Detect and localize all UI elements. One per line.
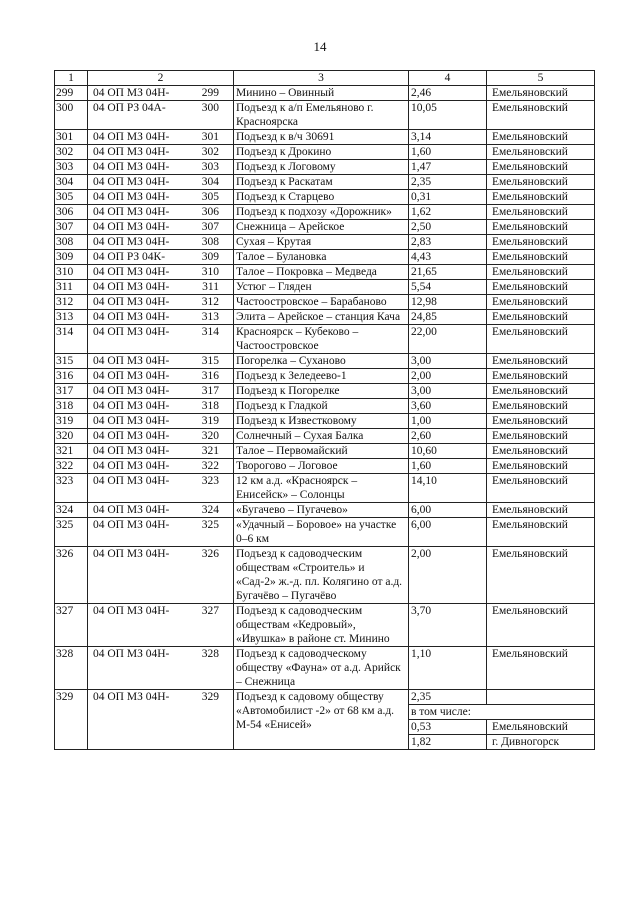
road-code <box>88 604 234 647</box>
road-name: Красноярск – Кубеково – Частоостровское <box>234 325 409 354</box>
road-region: Емельяновский <box>487 384 595 399</box>
row-number: 304 <box>55 175 88 190</box>
road-code-number: 316 <box>201 370 219 382</box>
header-cell: 5 <box>487 71 595 86</box>
road-region: Емельяновский <box>487 399 595 414</box>
road-code-number: 313 <box>201 311 219 323</box>
table-row <box>55 690 595 705</box>
table-row <box>55 310 595 325</box>
row-number: 322 <box>55 459 88 474</box>
road-region: Емельяновский <box>487 175 595 190</box>
road-length: 1,60 <box>409 459 487 474</box>
road-code <box>88 429 234 444</box>
road-code-number: 322 <box>201 460 219 472</box>
road-name: Подъезд к Гладкой <box>234 399 409 414</box>
road-length: 2,35 <box>409 690 487 705</box>
road-region: Емельяновский <box>487 414 595 429</box>
table-row <box>55 547 595 604</box>
road-name: Творогово – Логовое <box>234 459 409 474</box>
road-region: г. Дивногорск <box>487 735 595 750</box>
road-code-prefix: 04 ОП МЗ 04Н- <box>93 131 170 143</box>
road-code <box>88 220 234 235</box>
road-code-prefix: 04 ОП МЗ 04Н- <box>93 236 170 248</box>
table-row <box>55 101 595 130</box>
road-region: Емельяновский <box>487 518 595 547</box>
road-code-prefix: 04 ОП МЗ 04Н- <box>93 266 170 278</box>
road-code-number: 320 <box>201 430 219 442</box>
road-code-prefix: 04 ОП МЗ 04Н- <box>93 445 170 457</box>
road-region: Емельяновский <box>487 354 595 369</box>
road-code <box>88 205 234 220</box>
table-row <box>55 647 595 690</box>
road-length: 5,54 <box>409 280 487 295</box>
road-code-number: 304 <box>201 176 219 188</box>
road-code <box>88 101 234 130</box>
road-name: Подъезд к садоводческим обществам «Строитель» и «Сад-2» ж.-д. пл. Колягино от а.д. Бугачёво – Пугачёво <box>234 547 409 604</box>
road-name: 12 км а.д. «Красноярск – Енисейск» – Солонцы <box>234 474 409 503</box>
road-region: Емельяновский <box>487 145 595 160</box>
road-length: 12,98 <box>409 295 487 310</box>
table-row <box>55 369 595 384</box>
road-length: 14,10 <box>409 474 487 503</box>
road-region: Емельяновский <box>487 250 595 265</box>
road-code-number: 303 <box>201 161 219 173</box>
road-code-number: 329 <box>201 691 219 703</box>
table-row <box>55 399 595 414</box>
road-length: 2,35 <box>409 175 487 190</box>
road-name: Элита – Арейское – станция Кача <box>234 310 409 325</box>
road-code-number: 300 <box>201 102 219 114</box>
road-code-number: 308 <box>201 236 219 248</box>
table-row <box>55 265 595 280</box>
road-code-prefix: 04 ОП МЗ 04Н- <box>93 605 170 617</box>
road-code-number: 305 <box>201 191 219 203</box>
road-code <box>88 503 234 518</box>
row-number: 316 <box>55 369 88 384</box>
road-length: 1,00 <box>409 414 487 429</box>
table-row <box>55 220 595 235</box>
road-region: Емельяновский <box>487 160 595 175</box>
row-number: 305 <box>55 190 88 205</box>
road-code-prefix: 04 ОП МЗ 04Н- <box>93 146 170 158</box>
table-row <box>55 145 595 160</box>
road-code-prefix: 04 ОП МЗ 04Н- <box>93 191 170 203</box>
road-code-number: 314 <box>201 326 219 338</box>
road-code-prefix: 04 ОП МЗ 04Н- <box>93 161 170 173</box>
road-name: Подъезд к Логовому <box>234 160 409 175</box>
road-code <box>88 160 234 175</box>
road-code-prefix: 04 ОП МЗ 04Н- <box>93 206 170 218</box>
table-row <box>55 205 595 220</box>
table-row <box>55 86 595 101</box>
road-code-prefix: 04 ОП МЗ 04Н- <box>93 504 170 516</box>
road-code <box>88 235 234 250</box>
road-code <box>88 444 234 459</box>
road-code <box>88 250 234 265</box>
road-length: 2,83 <box>409 235 487 250</box>
road-region: Емельяновский <box>487 190 595 205</box>
row-number: 325 <box>55 518 88 547</box>
road-region: Емельяновский <box>487 130 595 145</box>
road-length: 2,00 <box>409 369 487 384</box>
table-row <box>55 384 595 399</box>
road-code-number: 324 <box>201 504 219 516</box>
road-length: 2,46 <box>409 86 487 101</box>
road-length: 21,65 <box>409 265 487 280</box>
road-length: 0,53 <box>409 720 487 735</box>
road-code-prefix: 04 ОП МЗ 04Н- <box>93 475 170 487</box>
table-row <box>55 414 595 429</box>
road-length: 22,00 <box>409 325 487 354</box>
road-code <box>88 280 234 295</box>
road-code <box>88 295 234 310</box>
row-number: 329 <box>55 690 88 750</box>
table-row <box>55 429 595 444</box>
row-number: 319 <box>55 414 88 429</box>
road-code-prefix: 04 ОП РЗ 04А- <box>93 102 166 114</box>
road-code-prefix: 04 ОП РЗ 04К- <box>93 251 166 263</box>
road-name: Подъезд к садоводческому обществу «Фауна» от а.д. Арийск – Снежница <box>234 647 409 690</box>
road-region: Емельяновский <box>487 369 595 384</box>
road-length: 6,00 <box>409 503 487 518</box>
road-region: Емельяновский <box>487 325 595 354</box>
road-code-number: 326 <box>201 548 219 560</box>
road-code <box>88 175 234 190</box>
road-code <box>88 474 234 503</box>
row-number: 320 <box>55 429 88 444</box>
row-number: 312 <box>55 295 88 310</box>
table-row <box>55 130 595 145</box>
header-cell: 4 <box>409 71 487 86</box>
road-length: 1,47 <box>409 160 487 175</box>
table-row <box>55 459 595 474</box>
road-code <box>88 190 234 205</box>
road-name: Подъезд к Раскатам <box>234 175 409 190</box>
table-row <box>55 190 595 205</box>
road-code-prefix: 04 ОП МЗ 04Н- <box>93 385 170 397</box>
road-length: 1,82 <box>409 735 487 750</box>
road-region: Емельяновский <box>487 220 595 235</box>
road-code <box>88 647 234 690</box>
road-region: Емельяновский <box>487 86 595 101</box>
road-code-prefix: 04 ОП МЗ 04Н- <box>93 221 170 233</box>
row-number: 308 <box>55 235 88 250</box>
road-code-number: 302 <box>201 146 219 158</box>
table-row <box>55 444 595 459</box>
road-name: Подъезд к подхозу «Дорожник» <box>234 205 409 220</box>
road-name: Снежница – Арейское <box>234 220 409 235</box>
road-code <box>88 86 234 101</box>
road-code-number: 310 <box>201 266 219 278</box>
road-code-prefix: 04 ОП МЗ 04Н- <box>93 548 170 560</box>
header-cell: 3 <box>234 71 409 86</box>
road-region: Емельяновский <box>487 474 595 503</box>
road-code-prefix: 04 ОП МЗ 04Н- <box>93 355 170 367</box>
subtotal-label: в том числе: <box>409 705 595 720</box>
road-code-prefix: 04 ОП МЗ 04Н- <box>93 519 170 531</box>
row-number: 323 <box>55 474 88 503</box>
road-code <box>88 310 234 325</box>
road-length: 3,00 <box>409 354 487 369</box>
road-code-number: 318 <box>201 400 219 412</box>
road-region: Емельяновский <box>487 280 595 295</box>
header-cell: 1 <box>55 71 88 86</box>
road-code-prefix: 04 ОП МЗ 04Н- <box>93 460 170 472</box>
road-code <box>88 325 234 354</box>
road-code-number: 312 <box>201 296 219 308</box>
road-name: «Удачный – Боровое» на участке 0–6 км <box>234 518 409 547</box>
road-name: Устюг – Гляден <box>234 280 409 295</box>
road-name: Минино – Овинный <box>234 86 409 101</box>
road-code-number: 327 <box>201 605 219 617</box>
road-code-prefix: 04 ОП МЗ 04Н- <box>93 311 170 323</box>
row-number: 307 <box>55 220 88 235</box>
row-number: 315 <box>55 354 88 369</box>
road-region: Емельяновский <box>487 295 595 310</box>
road-code <box>88 399 234 414</box>
road-name: Сухая – Крутая <box>234 235 409 250</box>
road-code-number: 299 <box>201 87 219 99</box>
road-code-number: 307 <box>201 221 219 233</box>
row-number: 317 <box>55 384 88 399</box>
table-row <box>55 235 595 250</box>
road-name: Подъезд к а/п Емельяново г. Красноярска <box>234 101 409 130</box>
road-code-number: 311 <box>202 281 219 293</box>
road-code <box>88 414 234 429</box>
table-row <box>55 250 595 265</box>
road-code <box>88 265 234 280</box>
road-code <box>88 369 234 384</box>
road-region: Емельяновский <box>487 429 595 444</box>
road-code <box>88 145 234 160</box>
road-code-prefix: 04 ОП МЗ 04Н- <box>93 415 170 427</box>
road-code <box>88 690 234 750</box>
road-code-prefix: 04 ОП МЗ 04Н- <box>93 691 170 703</box>
road-code-prefix: 04 ОП МЗ 04Н- <box>93 281 170 293</box>
road-region: Емельяновский <box>487 235 595 250</box>
road-name: Частоостровское – Барабаново <box>234 295 409 310</box>
road-code <box>88 130 234 145</box>
row-number: 313 <box>55 310 88 325</box>
row-number: 327 <box>55 604 88 647</box>
road-length: 10,05 <box>409 101 487 130</box>
road-code-prefix: 04 ОП МЗ 04Н- <box>93 400 170 412</box>
road-length: 4,43 <box>409 250 487 265</box>
road-region: Емельяновский <box>487 205 595 220</box>
road-length: 10,60 <box>409 444 487 459</box>
road-name: Подъезд к Дрокино <box>234 145 409 160</box>
road-region: Емельяновский <box>487 265 595 280</box>
row-number: 311 <box>55 280 88 295</box>
road-region: Емельяновский <box>487 444 595 459</box>
road-name: Подъезд к Старцево <box>234 190 409 205</box>
road-length: 2,50 <box>409 220 487 235</box>
road-length: 3,60 <box>409 399 487 414</box>
road-name: Подъезд к садоводческим обществам «Кедровый», «Ивушка» в районе ст. Минино <box>234 604 409 647</box>
table-row <box>55 160 595 175</box>
road-name: Талое – Булановка <box>234 250 409 265</box>
road-length: 1,62 <box>409 205 487 220</box>
road-code-prefix: 04 ОП МЗ 04Н- <box>93 430 170 442</box>
road-code <box>88 518 234 547</box>
row-number: 310 <box>55 265 88 280</box>
road-code-number: 321 <box>201 445 219 457</box>
road-length: 1,60 <box>409 145 487 160</box>
road-code-prefix: 04 ОП МЗ 04Н- <box>93 648 170 660</box>
road-name: Подъезд к Зеледеево-1 <box>234 369 409 384</box>
road-name: Подъезд к Погорелке <box>234 384 409 399</box>
road-length: 6,00 <box>409 518 487 547</box>
road-region: Емельяновский <box>487 101 595 130</box>
road-length: 2,60 <box>409 429 487 444</box>
road-name: «Бугачево – Пугачево» <box>234 503 409 518</box>
row-number: 328 <box>55 647 88 690</box>
road-name: Подъезд к Известковому <box>234 414 409 429</box>
row-number: 321 <box>55 444 88 459</box>
road-code-number: 328 <box>201 648 219 660</box>
road-length: 1,10 <box>409 647 487 690</box>
road-code <box>88 384 234 399</box>
table-row <box>55 503 595 518</box>
road-name: Талое – Покровка – Медведа <box>234 265 409 280</box>
road-name: Погорелка – Суханово <box>234 354 409 369</box>
header-row <box>55 71 595 86</box>
row-number: 324 <box>55 503 88 518</box>
road-region <box>487 690 595 705</box>
road-code-number: 309 <box>201 251 219 263</box>
road-length: 0,31 <box>409 190 487 205</box>
road-length: 3,00 <box>409 384 487 399</box>
road-region: Емельяновский <box>487 647 595 690</box>
road-code <box>88 354 234 369</box>
road-code-number: 301 <box>201 131 219 143</box>
road-length: 24,85 <box>409 310 487 325</box>
row-number: 299 <box>55 86 88 101</box>
row-number: 314 <box>55 325 88 354</box>
table-body <box>55 86 595 750</box>
table-row <box>55 604 595 647</box>
table-row <box>55 474 595 503</box>
road-code-prefix: 04 ОП МЗ 04Н- <box>93 370 170 382</box>
road-code-number: 319 <box>201 415 219 427</box>
road-region: Емельяновский <box>487 310 595 325</box>
road-region: Емельяновский <box>487 720 595 735</box>
table-row <box>55 295 595 310</box>
roads-table <box>54 70 595 750</box>
road-length: 3,70 <box>409 604 487 647</box>
table-row <box>55 280 595 295</box>
road-code-prefix: 04 ОП МЗ 04Н- <box>93 176 170 188</box>
road-name: Солнечный – Сухая Балка <box>234 429 409 444</box>
road-length: 2,00 <box>409 547 487 604</box>
table-row <box>55 354 595 369</box>
page-number: 14 <box>313 39 327 54</box>
road-code-prefix: 04 ОП МЗ 04Н- <box>93 326 170 338</box>
row-number: 318 <box>55 399 88 414</box>
road-code-prefix: 04 ОП МЗ 04Н- <box>93 87 170 99</box>
row-number: 326 <box>55 547 88 604</box>
road-region: Емельяновский <box>487 503 595 518</box>
row-number: 302 <box>55 145 88 160</box>
table-row <box>55 325 595 354</box>
table-row <box>55 518 595 547</box>
road-code-number: 315 <box>201 355 219 367</box>
road-length: 3,14 <box>409 130 487 145</box>
road-region: Емельяновский <box>487 604 595 647</box>
road-code-prefix: 04 ОП МЗ 04Н- <box>93 296 170 308</box>
header-cell: 2 <box>88 71 234 86</box>
row-number: 309 <box>55 250 88 265</box>
road-code-number: 323 <box>201 475 219 487</box>
road-region: Емельяновский <box>487 547 595 604</box>
road-code-number: 317 <box>201 385 219 397</box>
road-code-number: 306 <box>201 206 219 218</box>
row-number: 303 <box>55 160 88 175</box>
road-code-number: 325 <box>201 519 219 531</box>
road-region: Емельяновский <box>487 459 595 474</box>
road-name: Подъезд к в/ч 30691 <box>234 130 409 145</box>
road-name: Подъезд к садовому обществу «Автомобилист -2» от 68 км а.д. М-54 «Енисей» <box>234 690 409 750</box>
road-code <box>88 459 234 474</box>
row-number: 300 <box>55 101 88 130</box>
road-name: Талое – Первомайский <box>234 444 409 459</box>
row-number: 301 <box>55 130 88 145</box>
table-row <box>55 175 595 190</box>
row-number: 306 <box>55 205 88 220</box>
road-code <box>88 547 234 604</box>
